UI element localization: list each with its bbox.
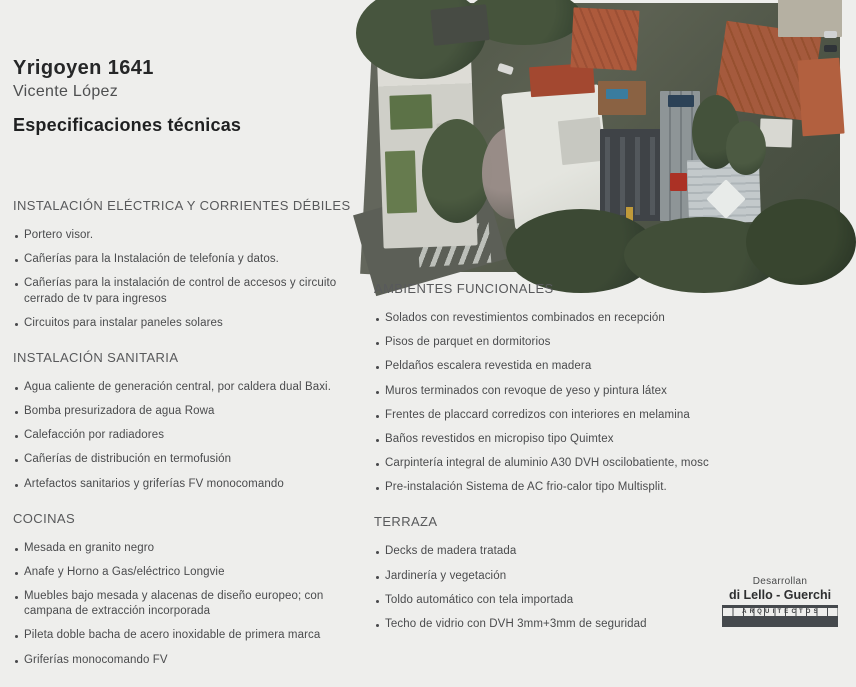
bullet-dot [15, 596, 18, 599]
spec-item [374, 359, 836, 374]
spec-item-text: Pileta doble bacha de acero inoxidable de primera marca [24, 629, 321, 642]
developer-label: Desarrollan [752, 576, 808, 587]
photo-shape [570, 7, 639, 70]
spec-item [13, 228, 361, 243]
spec-item [13, 541, 361, 556]
left-column [13, 198, 361, 687]
bullet-dot [15, 283, 18, 286]
spec-item-text: Agua caliente de generación central, por caldera dual Baxi. [24, 380, 332, 393]
spec-item [374, 408, 836, 423]
photo-shape [668, 95, 694, 107]
bullet-dot [15, 484, 18, 487]
spec-item [13, 404, 361, 419]
spec-item-text: Anafe y Horno a Gas/eléctrico Longvie [24, 565, 225, 578]
bullet-dot [376, 624, 379, 627]
bullet-dot [15, 259, 18, 262]
section-title: TERRAZA [374, 514, 438, 530]
spec-item [13, 380, 361, 395]
bullet-dot [376, 318, 379, 321]
spec-item-text: Calefacción por radiadores [24, 429, 165, 442]
section-title: INSTALACIÓN SANITARIA [13, 349, 179, 365]
spec-item-text: Solados con revestimientos combinados en recepción [385, 312, 665, 324]
bullet-dot [15, 660, 18, 663]
bullet-dot [15, 572, 18, 575]
spec-item [13, 428, 361, 443]
photo-shape [670, 173, 687, 191]
bullet-dot [376, 551, 379, 554]
bullet-dot [15, 323, 18, 326]
spec-item [13, 252, 361, 267]
spec-section [13, 350, 361, 492]
spec-item [13, 653, 361, 668]
spec-item-text: Jardinería y vegetación [385, 569, 507, 582]
developer-logo [722, 576, 838, 627]
spec-item [13, 452, 361, 467]
spec-section [374, 281, 836, 495]
logo-bar [722, 616, 838, 627]
spec-item [13, 628, 361, 643]
spec-item-text: Peldaños escalera revestida en madera [385, 360, 592, 373]
spec-item-text: Techo de vidrio con DVH 3mm+3mm de seguridad [385, 617, 647, 630]
spec-item-text: Muros terminados con revoque de yeso y pintura látex [385, 384, 667, 397]
photo-shape [746, 199, 856, 285]
bullet-dot [15, 459, 18, 462]
spec-item-text: Mesada en granito negro [24, 541, 155, 554]
section-title: COCINAS [13, 510, 76, 526]
photo-shape [606, 89, 628, 99]
title-block [13, 57, 241, 136]
bullet-dot [15, 435, 18, 438]
photo-shape [497, 63, 514, 75]
spec-item-text: Pisos de parquet en dormitorios [385, 336, 551, 349]
photo-shape [385, 150, 417, 213]
photo-shape [797, 58, 844, 137]
section-title: INSTALACIÓN ELÉCTRICA Y CORRIENTES DÉBILES [13, 198, 351, 213]
spec-item-text: Frentes de placcard corredizos con interiores en melamina [385, 408, 690, 421]
spec-item-text: Circuitos para instalar paneles solares [24, 316, 223, 329]
photo-shape [726, 121, 766, 175]
spec-item-text: Muebles bajo mesada y alacenas de diseño europeo; con campana de extracción incorporada [24, 590, 324, 618]
spec-item [13, 316, 361, 331]
spec-item [13, 589, 361, 619]
page-heading: Especificaciones técnicas [13, 115, 242, 135]
spec-item-text: Toldo automático con tela importada [385, 593, 574, 606]
spec-item [374, 335, 836, 350]
developer-name: di Lello - Guerchi [728, 588, 832, 602]
bullet-dot [376, 576, 379, 579]
spec-item-text: Baños revestidos en micropiso tipo Quimtex [385, 432, 614, 445]
spec-item-text: Bomba presurizadora de agua Rowa [24, 405, 215, 418]
bullet-dot [15, 548, 18, 551]
spec-item-text: Cañerías para la instalación de control de accesos y circuito cerrado de tv para ingresos [24, 277, 337, 305]
bullet-dot [376, 487, 379, 490]
spec-item [374, 432, 836, 447]
spec-item-text: Cañerías de distribución en termofusión [24, 453, 232, 466]
developer-subtitle: ARQUITECTOS [722, 608, 838, 616]
spec-item [13, 477, 361, 492]
spec-item [374, 544, 836, 559]
spec-item [374, 311, 836, 326]
photo-shape [824, 31, 837, 38]
bullet-dot [376, 415, 379, 418]
spec-item [13, 565, 361, 580]
spec-item [374, 384, 836, 399]
spec-item-text: Carpintería integral de aluminio A30 DVH oscilobatiente, mosc [385, 457, 709, 470]
page-title: Yrigoyen 1641 [13, 57, 154, 79]
page-subtitle: Vicente López [13, 83, 119, 100]
photo-shape [824, 45, 837, 52]
photo-shape [605, 137, 659, 215]
spec-section [13, 198, 361, 331]
spec-item-text: Artefactos sanitarios y griferías FV monocomando [24, 477, 284, 490]
spec-section [13, 511, 361, 668]
photo-shape [430, 4, 489, 46]
bullet-dot [376, 391, 379, 394]
spec-item-text: Portero visor. [24, 229, 94, 241]
bullet-dot [376, 342, 379, 345]
photo-shape [389, 94, 432, 129]
aerial-photo [374, 3, 840, 272]
bullet-dot [15, 235, 18, 238]
bullet-dot [376, 366, 379, 369]
bullet-dot [15, 387, 18, 390]
spec-item [374, 480, 836, 495]
bullet-dot [376, 439, 379, 442]
bullet-dot [15, 411, 18, 414]
spec-item [13, 276, 361, 306]
bullet-dot [15, 635, 18, 638]
bullet-dot [376, 600, 379, 603]
spec-item-text: Pre-instalación Sistema de AC frio-calor tipo Multisplit. [385, 481, 667, 494]
spec-item-text: Cañerías para la Instalación de telefonía y datos. [24, 253, 279, 266]
spec-item-text: Griferías monocomando FV [24, 653, 168, 666]
spec-item-text: Decks de madera tratada [385, 545, 517, 558]
bullet-dot [376, 463, 379, 466]
photo-shape [558, 117, 604, 165]
section-title: AMBIENTES FUNCIONALES [374, 281, 554, 296]
spec-item [374, 456, 836, 471]
